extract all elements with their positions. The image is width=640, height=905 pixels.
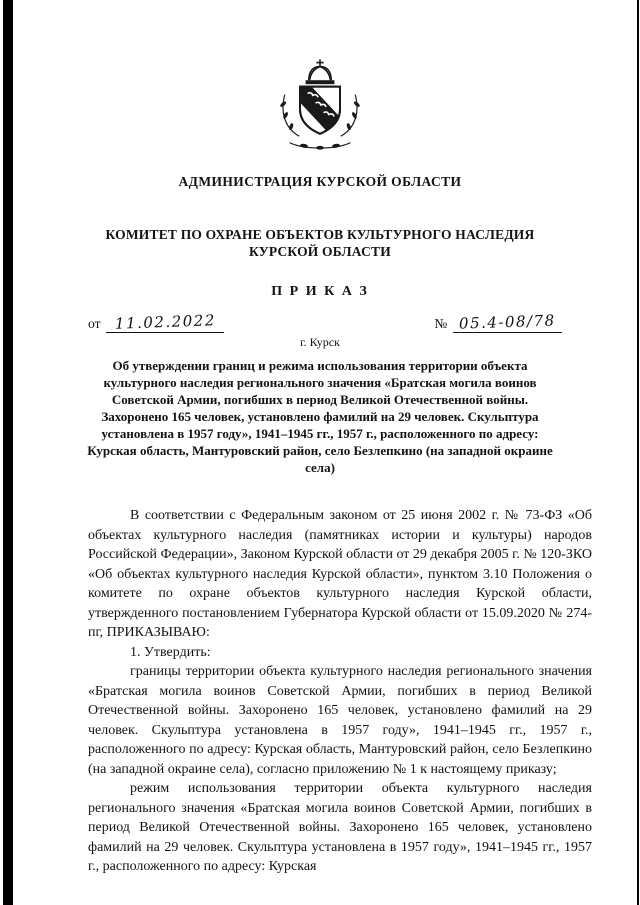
document-type-title: П Р И К А З bbox=[271, 284, 369, 299]
number-underline bbox=[453, 311, 562, 333]
number-field bbox=[434, 311, 562, 333]
date-underline bbox=[106, 311, 224, 333]
body-paragraph-boundaries: границы территории объекта культурного наследия регионального значения «Братская могила воинов Советской Армии, погибших в период Великой Отечественной войны. Захоронено 165 человек, установлено фамилий на 29 человек. Скульптура установлена в 1957 году», 1941–1945 гг., 1957 г., расположенного по адресу: Курская область, Мантуровский район, село Безлепкино (на западной окраине села), согласно приложению № 1 к настоящему приказу; bbox=[88, 664, 592, 777]
body-paragraph-regime: режим использования территории объекта культурного наследия регионального значения «Братская могила воинов Советской Армии, погибших в период Великой Отечественной войны. Захоронено 165 человек, установлено фамилий на 29 человек. Скульптура установлена в 1957 году», 1941–1945 гг., 1957 г., расположенного по адресу: Курская bbox=[88, 781, 592, 874]
order-title: Об утверждении границ и режима использования территории объекта культурного наследия регионального значения «Братская могила воинов Советской Армии, погибших в период Великой Отечественной войны. Захоронено 165 человек, установлено фамилий на 29 человек. Скульптура установлена в 1957 году», 1941–1945 гг., 1957 г., расположенного по адресу: Курская область, Мантуровский район, село Безлепкино (на западной окраине села) bbox=[87, 358, 553, 475]
date-value-handwritten: 11.02.2022 bbox=[114, 311, 217, 333]
date-field bbox=[88, 311, 224, 333]
number-value-handwritten: 05.4-08/78 bbox=[458, 311, 557, 333]
body-paragraph-approve: 1. Утвердить: bbox=[130, 644, 211, 660]
city-label: г. Курск bbox=[300, 335, 340, 349]
committee-name: КОМИТЕТ ПО ОХРАНЕ ОБЪЕКТОВ КУЛЬТУРНОГО НАСЛЕДИЯ КУРСКОЙ ОБЛАСТИ bbox=[105, 227, 535, 259]
organization-name: АДМИНИСТРАЦИЯ КУРСКОЙ ОБЛАСТИ bbox=[178, 174, 462, 189]
number-label: № bbox=[434, 316, 448, 331]
order-body bbox=[88, 506, 592, 877]
date-label: от bbox=[88, 316, 101, 331]
scan-artifact-left-bar bbox=[3, 0, 13, 905]
body-paragraph-preamble: В соответствии с Федеральным законом от 25 июня 2002 г. № 73-ФЗ «Об объектах культурного наследия (памятниках истории и культуры) народов Российской Федерации», Законом Курской области от 29 декабря 2005 г. № 120-ЗКО «Об объектах культурного наследия Курской области», пунктом 3.10 Положения о комитете по охране объектов культурного наследия Курской области, утвержденного постановлением Губернатора Курской области от 15.09.2020 № 274-пг, ПРИКАЗЫВАЮ: bbox=[88, 508, 592, 640]
document-header bbox=[0, 0, 640, 300]
date-number-row bbox=[88, 311, 562, 333]
scan-artifact-right-bar bbox=[637, 0, 639, 905]
kursk-coat-of-arms-icon bbox=[272, 56, 368, 162]
